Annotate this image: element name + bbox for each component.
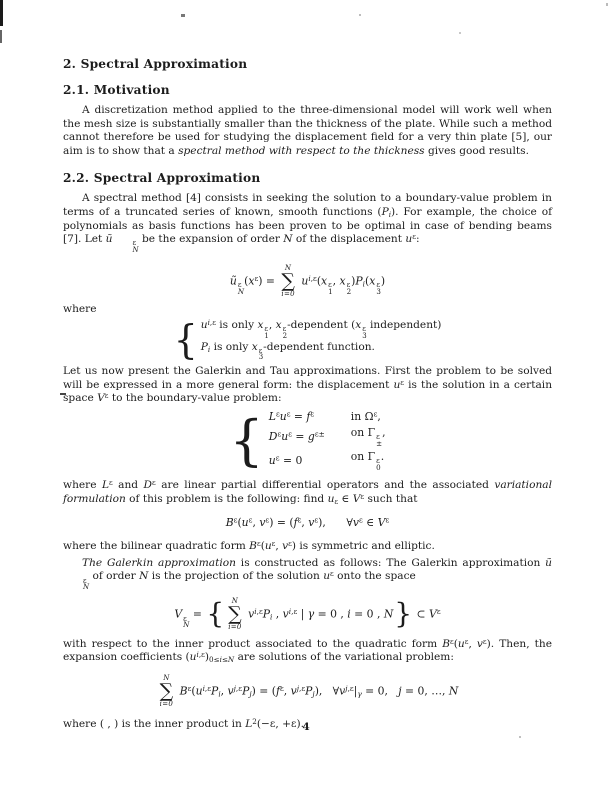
scan-artifact [519,736,521,738]
bvp-equation: $L^\varepsilon u^\varepsilon = f^\varepsilon$ [268,409,315,424]
paragraph-l2-note: where ( , ) is the inner product in $L^2(-\varepsilon$, +ε). [63,716,304,731]
bvp-row [269,449,386,473]
equation-variational-system: N ∑ i=0 $B^\varepsilon(u^{i,\varepsilon}P_i$, $v^{j,\varepsilon}P_j) = (f^\varepsilon$, $v^{j,\varepsilon}P_j$), $\forall v^{j,\varepsilon}|_\gamma = 0$, j = 0, …, N [159,674,459,709]
cases-line-1: $u^{i,\varepsilon}$ is only x ε 1 , x ε 2 -dependent (x ε 3 independent) [200,317,442,340]
equation-expansion: ũ ε N $(x^\varepsilon)$ = N ∑ i=0 $u^{i,\varepsilon}(x$ ε 1 , x ε 2 )$P_i(x$ ε 3 ) [229,263,386,298]
equation-weak-form: $B^\varepsilon(u^\varepsilon$, $v^\varepsilon) = (f^\varepsilon$, $v^\varepsilon$), $\forall v^\varepsilon$ ∈ $V^\varepsilon$ [225,515,390,530]
bvp-row [269,409,386,425]
bvp-equations [269,409,386,473]
scan-artifact [181,14,185,17]
scan-artifact [606,3,608,6]
paragraph-inner-product: with respect to the inner product associated to the quadratic form $B^\varepsilon(u^\varepsilon$, $v^\varepsilon$). Then, the expansion coefficients $(u^{i,\varepsilon})_{0\le i\le N}$ are solutions of the variational problem: [63,636,552,665]
bvp-domain: on Γ ε 0 . [350,450,385,472]
scan-artifact [359,14,361,16]
page-content [63,57,552,732]
bvp-domain: on Γ ε ± , [350,425,386,448]
bvp-equation: $u^\varepsilon = 0$ [268,454,303,468]
subsection-heading-motivation: 2.1. Motivation [63,83,170,97]
scan-artifact [0,0,3,26]
scan-artifact [0,30,2,43]
left-brace: { [173,316,198,363]
paragraph-galerkin-constructed: The Galerkin approximation is constructed as follows: The Galerkin approximation ũ ε N of order N is the projection of the solution $u^\varepsilon$ onto the space [82,556,552,592]
where-label: where [63,302,97,315]
scan-artifact [459,32,461,34]
equation-cases [63,318,552,361]
bvp-domain: in $\Omega^\varepsilon$, [350,409,381,424]
bvp-equation: $D^\varepsilon u^\varepsilon = g^{\varepsilon\pm}$ [268,429,325,444]
equation-bvp-system [63,409,552,473]
equation-space: V ε N = { N ∑ i=0 $v^{i,\varepsilon}P_i$ , $v^{i,\varepsilon}$ | γ = 0 , i = 0 , N} ⊂ $V^\varepsilon$ [174,596,441,631]
cases-line-2: $P_i$ is only x ε 3 -dependent function. [200,340,375,362]
paragraph-bilinear: where the bilinear quadratic form $B^\varepsilon(u^\varepsilon$, $v^\varepsilon$) is symmetric and elliptic. [63,539,435,553]
paragraph-spectral-intro: A spectral method [4] consists in seeking the solution to a boundary-value problem in terms of a truncated series of known, smooth functions $(P_i)$. For example, the choice of polynomials as basis functions has been proven to be optimal in case of bending beams [7]. Let ũ ε N be the expansion of order N of the displacement $u^\varepsilon$: [63,192,552,254]
subsection-heading-spectral: 2.2. Spectral Approximation [63,171,261,186]
paragraph-operators: where $L^\varepsilon$ and $D^\varepsilon$ are linear partial differential operators and the associated variational formulation of this problem is the following: find $u_\varepsilon$ ∈ $V^\varepsilon$ such that [63,477,552,506]
section-heading: 2. Spectral Approximation [63,57,248,71]
page-number: 4 [302,721,310,733]
left-brace: { [229,409,264,473]
paragraph-motivation: A discretization method applied to the three-dimensional model will work well when the mesh size is substantially smaller than the thickness of the plate. While such a method cannot therefore be used for studying the displacement field for a very thin plate [5], our aim is to show that a spectral method with respect to the thickness gives good results. [63,104,552,157]
bvp-row [269,424,386,448]
cases-lines [201,318,442,361]
paragraph-galerkin-tau: Let us now present the Galerkin and Tau approximations. First the problem to be solved will be expressed in a more general form: the displacement $u^\varepsilon$ is the solution in a certain space $V^\varepsilon$ to the boundary-value problem: [63,365,553,405]
